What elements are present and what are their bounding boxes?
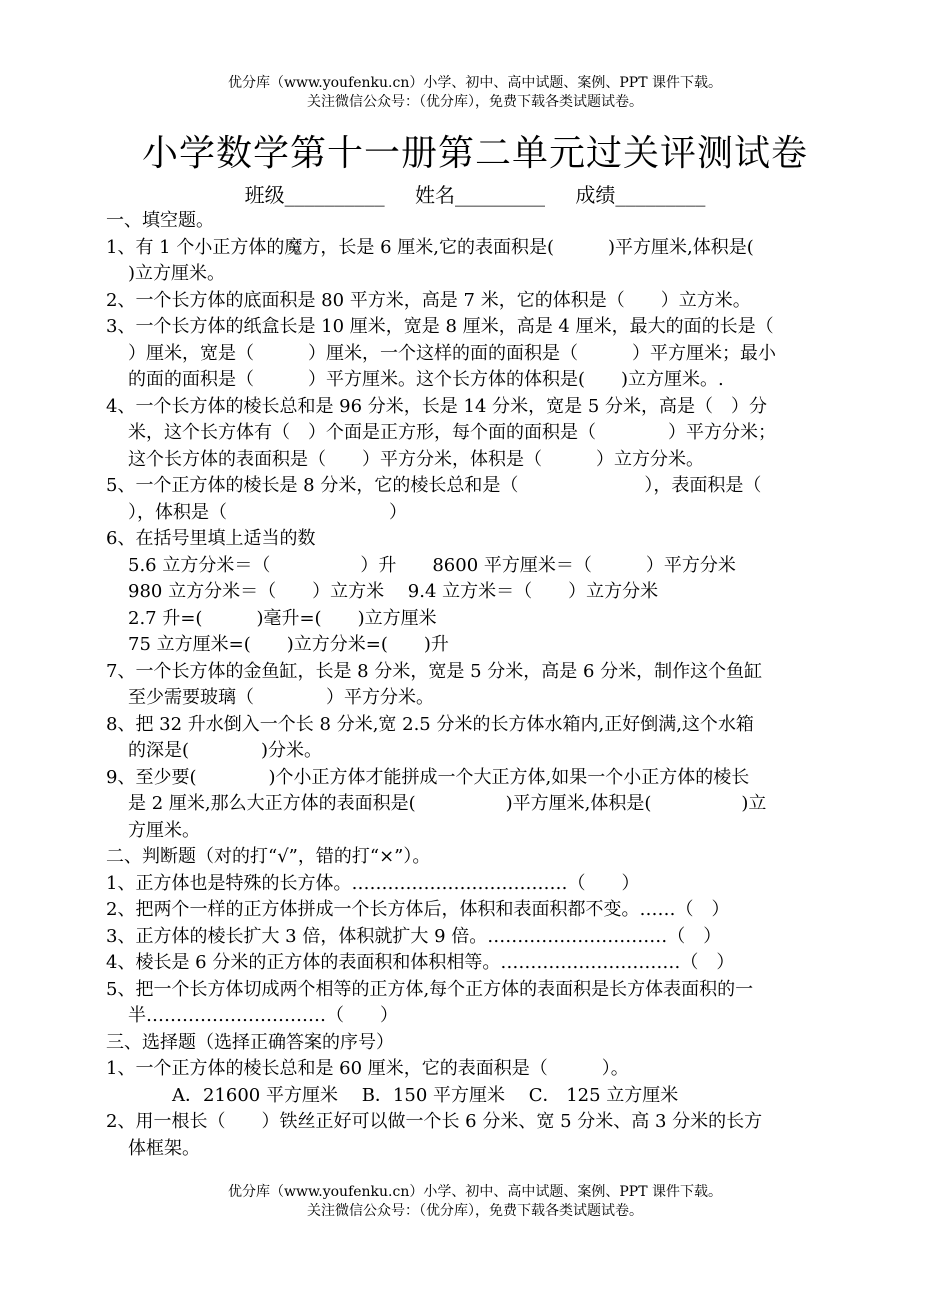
header-line-2: 关注微信公众号：（优分库），免费下载各类试题试卷。 bbox=[307, 94, 643, 110]
footer-line-2: 关注微信公众号：（优分库），免费下载各类试题试卷。 bbox=[307, 1203, 643, 1219]
exam-line: 5.6 立方分米＝（ ）升 8600 平方厘米＝（ ）平方分米 bbox=[128, 554, 736, 576]
exam-line: 2、用一根长（ ）铁丝正好可以做一个长 6 分米、宽 5 分米、高 3 分米的长方 bbox=[106, 1111, 763, 1132]
exam-line: 980 立方分米＝（ ）立方米 9.4 立方米＝（ ）立方分米 bbox=[128, 581, 659, 602]
exam-line: 半…………………………（ ） bbox=[128, 1005, 398, 1026]
exam-line: 一、填空题。 bbox=[106, 210, 214, 231]
footer-line-1: 优分库（www.youfenku.cn）小学、初中、高中试题、案例、PPT 课件下载。 bbox=[227, 1184, 722, 1200]
exam-line: 3、正方体的棱长扩大 3 倍，体积就扩大 9 倍。…………………………（ ） bbox=[106, 925, 722, 947]
name-field: 姓名_________ bbox=[415, 183, 545, 207]
exam-line: 4、一个长方体的棱长总和是 96 分米，长是 14 分米，宽是 5 分米，高是（ ）分 bbox=[106, 395, 768, 417]
exam-line: 至少需要玻璃（ ）平方分米。 bbox=[128, 687, 434, 708]
exam-line: A．21600 平方厘米 B．150 平方厘米 C． 125 立方厘米 bbox=[172, 1084, 679, 1106]
exam-line: 2、把两个一样的正方体拼成一个长方体后，体积和表面积都不变。……（ ） bbox=[106, 899, 730, 920]
exam-line: 3、一个长方体的纸盒长是 10 厘米，宽是 8 厘米，高是 4 厘米，最大的面的长是（ bbox=[106, 316, 774, 337]
exam-line: 体框架。 bbox=[128, 1137, 200, 1159]
exam-line: 1、正方体也是特殊的长方体。………………………………（ ） bbox=[106, 872, 640, 894]
exam-body bbox=[106, 208, 846, 1162]
score-field: 成绩_________ bbox=[575, 183, 706, 207]
exam-line: 2、一个长方体的底面积是 80 平方米，高是 7 米，它的体积是（ ）立方米。 bbox=[106, 289, 751, 311]
exam-line: 是 2 厘米,那么大正方体的表面积是( )平方厘米,体积是( )立 bbox=[128, 793, 767, 814]
exam-line: 1、有 1 个小正方体的魔方，长是 6 厘米,它的表面积是( )平方厘米,体积是( bbox=[106, 236, 754, 258]
exam-line: 的深是( )分米。 bbox=[128, 740, 323, 761]
exam-line: 这个长方体的表面积是（ ）平方分米，体积是（ ）立方分米。 bbox=[128, 448, 704, 470]
exam-line: 5、一个正方体的棱长是 8 分米，它的棱长总和是（ ），表面积是（ bbox=[106, 475, 762, 496]
exam-line: 的面的面积是（ ）平方厘米。这个长方体的体积是( )立方厘米。. bbox=[128, 369, 724, 390]
exam-line: ），体积是（ ） bbox=[128, 501, 407, 523]
student-info bbox=[0, 181, 950, 209]
exam-line: 4、棱长是 6 分米的正方体的表面积和体积相等。…………………………（ ） bbox=[106, 952, 735, 973]
exam-line: 5、把一个长方体切成两个相等的正方体,每个正方体的表面积是长方体表面积的一 bbox=[106, 978, 754, 1000]
exam-line: 8、把 32 升水倒入一个长 8 分米,宽 2.5 分米的长方体水箱内,正好倒满,这个水箱 bbox=[106, 713, 754, 735]
exam-line: )立方厘米。 bbox=[128, 263, 226, 284]
exam-line: 1、一个正方体的棱长总和是 60 厘米，它的表面积是（ ）。 bbox=[106, 1058, 629, 1079]
page-footer bbox=[0, 1183, 950, 1221]
exam-line: 75 立方厘米=( )立方分米=( )升 bbox=[128, 634, 449, 655]
exam-line: 三、选择题（选择正确答案的序号） bbox=[106, 1031, 394, 1053]
exam-line: 6、在括号里填上适当的数 bbox=[106, 528, 316, 549]
page-header bbox=[0, 74, 950, 112]
class-field: 班级__________ bbox=[244, 183, 385, 207]
exam-title: 小学数学第十一册第二单元过关评测试卷 bbox=[141, 133, 808, 174]
exam-line: 7、一个长方体的金鱼缸，长是 8 分米，宽是 5 分米，高是 6 分米，制作这个鱼缸 bbox=[106, 660, 763, 682]
exam-line: 方厘米。 bbox=[128, 819, 200, 841]
exam-line: ）厘米，宽是（ ）厘米，一个这样的面的面积是（ ）平方厘米；最小 bbox=[128, 342, 776, 364]
exam-line: 2.7 升=( )毫升=( )立方厘米 bbox=[128, 607, 437, 629]
exam-line: 9、至少要( )个小正方体才能拼成一个大正方体,如果一个小正方体的棱长 bbox=[106, 766, 750, 788]
exam-line: 米，这个长方体有（ ）个面是正方形，每个面的面积是（ ）平方分米； bbox=[128, 422, 776, 443]
header-line-1: 优分库（www.youfenku.cn）小学、初中、高中试题、案例、PPT 课件下载。 bbox=[227, 75, 722, 91]
exam-line: 二、判断题（对的打“√”，错的打“×”）。 bbox=[106, 846, 431, 867]
